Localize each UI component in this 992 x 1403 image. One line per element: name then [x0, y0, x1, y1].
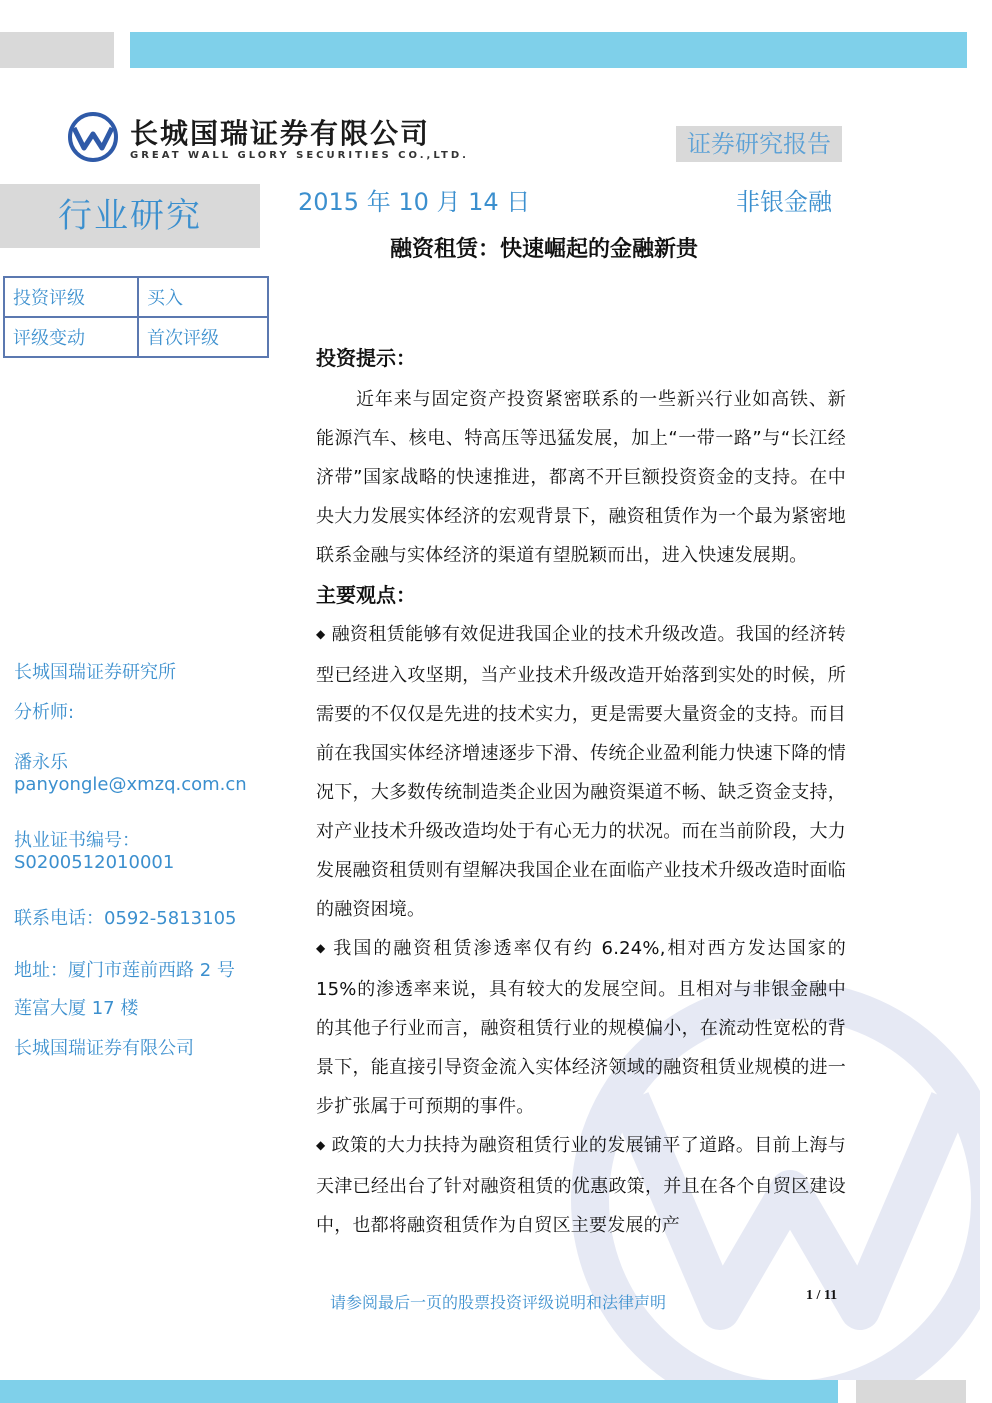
- report-date: 2015 年 10 月 14 日: [298, 188, 531, 216]
- bullet-item: [316, 615, 846, 929]
- disclaimer-note: 请参阅最后一页的股票投资评级说明和法律声明: [330, 1293, 667, 1312]
- bullet-text: 政策的大力扶持为融资租赁行业的发展铺平了道路。目前上海与天津已经出台了针对融资租赁的优惠政策，并且在各个自贸区建设中，也都将融资租赁作为自贸区主要发展的产: [316, 1135, 846, 1236]
- views-heading: 主要观点：: [316, 583, 416, 607]
- address-line-1: 地址：厦门市莲前西路 2 号: [14, 960, 235, 981]
- bullet-item: [316, 1126, 846, 1245]
- bullet-diamond-icon: ◆: [316, 627, 326, 641]
- sector-label: 非银金融: [736, 188, 832, 216]
- rating-row: [4, 277, 268, 317]
- institute-name: 长城国瑞证券研究所: [14, 662, 176, 683]
- bullet-diamond-icon: ◆: [316, 1138, 326, 1152]
- section-label: 行业研究: [0, 184, 260, 248]
- cert-number: S0200512010001: [14, 852, 175, 873]
- bullet-item: [316, 929, 846, 1126]
- company-name-footer: 长城国瑞证券有限公司: [14, 1038, 194, 1059]
- tips-paragraph: 近年来与固定资产投资紧密联系的一些新兴行业如高铁、新能源汽车、核电、特高压等迅猛发展，加上“一带一路”与“长江经济带”国家战略的快速推进，都离不开巨额投资资金的支持。在中央大力发展实体经济的宏观背景下，融资租赁作为一个最为紧密地联系金融与实体经济的渠道有望脱颖而出，进入快速发展期。: [316, 389, 846, 566]
- top-blue-bar: [130, 32, 967, 68]
- bottom-blue-bar: [0, 1380, 838, 1403]
- company-name-cn: 长城国瑞证券有限公司: [130, 117, 431, 150]
- bullet-text: 融资租赁能够有效促进我国企业的技术升级改造。我国的经济转型已经进入攻坚期，当产业技术升级改造开始落到实处的时候，所需要的不仅仅是先进的技术实力，更是需要大量资金的支持。而目前在我国实体经济增速逐步下滑、传统企业盈利能力快速下降的情况下，大多数传统制造类企业因为融资渠道不畅、缺乏资金支持，对产业技术升级改造均处于有心无力的状况。而在当前阶段，大力发展融资租赁则有望解决我国企业在面临产业技术升级改造时面临的融资困境。: [316, 624, 846, 920]
- analyst-label: 分析师:: [14, 702, 75, 723]
- company-logo-icon: [64, 112, 122, 162]
- analyst-name: 潘永乐: [14, 752, 68, 773]
- bullet-text: 我国的融资租赁渗透率仅有约 6.24%,相对西方发达国家的 15%的渗透率来说，具有较大的发展空间。且相对与非银金融中的其他子行业而言，融资租赁行业的规模偏小，在流动性宽松的背景下，能直接引导资金流入实体经济领域的融资租赁业规模的进一步扩张属于可预期的事件。: [316, 938, 846, 1117]
- report-type-label: 证券研究报告: [676, 126, 842, 162]
- bullet-diamond-icon: ◆: [316, 941, 328, 955]
- company-name-en: GREAT WALL GLORY SECURITIES CO.,LTD.: [130, 150, 469, 161]
- tips-heading: 投资提示：: [316, 346, 416, 370]
- rating-value: 买入: [138, 277, 268, 317]
- rating-table: [3, 276, 269, 358]
- address-line-2: 莲富大厦 17 楼: [14, 998, 139, 1019]
- phone: 联系电话：0592-5813105: [14, 908, 237, 929]
- report-title: 融资租赁：快速崛起的金融新贵: [390, 237, 699, 262]
- cert-label: 执业证书编号：: [14, 830, 140, 851]
- rating-label: 投资评级: [4, 277, 138, 317]
- rating-change-label: 评级变动: [4, 317, 138, 357]
- rating-row: [4, 317, 268, 357]
- bottom-grey-bar: [856, 1380, 966, 1403]
- analyst-email: panyongle@xmzq.com.cn: [14, 774, 247, 795]
- rating-change-value: 首次评级: [138, 317, 268, 357]
- top-grey-bar: [0, 32, 114, 68]
- page-number: 1 / 11: [806, 1288, 838, 1303]
- main-content: [316, 340, 846, 1245]
